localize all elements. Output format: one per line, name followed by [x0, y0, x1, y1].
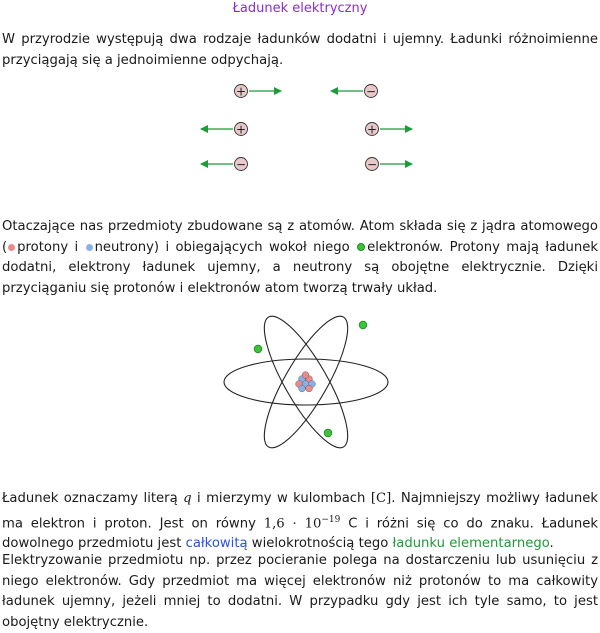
plus-sign: +: [366, 122, 378, 137]
protons-label: protony i: [17, 239, 85, 255]
minus-sign: −: [366, 157, 378, 172]
charge-text-d: C i różni się co do znaku. Ładunek dowolnego przedmiotu jest: [2, 515, 598, 552]
charge-text-e: wielokrotnością tego: [247, 536, 393, 552]
atom-nucleus: [296, 372, 316, 392]
neutrons-label: neutrony) i obiegających wokoł niego: [94, 239, 357, 255]
minus-sign: −: [365, 84, 377, 99]
charge-text-f: .: [549, 536, 554, 552]
atom-figure: [0, 308, 600, 456]
plus-sign: +: [235, 84, 247, 99]
integer-link[interactable]: całkowitą: [185, 536, 248, 552]
attraction-pair: [235, 85, 378, 99]
page-title: Ładunek elektryczny: [232, 1, 368, 16]
electron: [254, 345, 262, 353]
electron: [324, 429, 332, 437]
minus-sign: −: [235, 157, 247, 172]
elementary-charge-value: 1,6 · 10: [263, 515, 322, 531]
elementary-charge-exponent: −19: [321, 514, 341, 525]
proton-dot-icon: [8, 244, 15, 251]
plus-sign: +: [235, 122, 247, 137]
repulsion-pair-negative: [201, 158, 412, 172]
atom-paragraph: [2, 217, 598, 299]
electrification-paragraph: Elektryzowanie przedmiotu np. przez pocieranie polega na dostarczeniu lub usunięciu z niego elektronów. Gdy przedmiot ma więcej elektronów niż protonów to ma całkowity ładunek ujemny, jeżeli mniej to dodatni. W przypadku gdy jest ich tyle samo, to jest obojętny elektrycznie.: [2, 553, 598, 630]
unit-coulomb: [C]: [370, 491, 392, 506]
atom-text-a: Otaczające nas przedmioty zbudowane są z atomów. Atom składa się z jądra atomowego (: [2, 219, 598, 255]
repulsion-pair-positive: [201, 123, 412, 137]
intro-paragraph: W przyrodzie występują dwa rodzaje ładunków dodatni i ujemny. Ładunki różnoimienne przyciągają się a jednoimienne odpychają.: [2, 32, 598, 68]
charge-text-b: i mierzymy w kulombach: [191, 491, 371, 506]
elementary-charge-link[interactable]: ładunku elementarnego: [392, 536, 550, 552]
charges-figure: [0, 78, 600, 178]
charge-text-c: . Najmniejszy możliwy ładunek ma elektron i proton. Jest on równy: [2, 491, 599, 531]
charge-text-a: Ładunek oznaczamy literą: [2, 491, 184, 506]
charge-symbol: q: [183, 491, 192, 506]
neutron-dot-icon: [86, 244, 93, 251]
electrons-text: elektronów. Protony mają ładunek dodatni, elektrony ładunek ujemny, a neutrony są obojętne elektrycznie. Dzięki przyciąganiu się protonów i elektronów atom tworzą trwały układ.: [2, 239, 599, 296]
charge-unit-paragraph: [2, 489, 598, 555]
electron-dot-icon: [357, 243, 365, 251]
electron: [359, 321, 367, 329]
